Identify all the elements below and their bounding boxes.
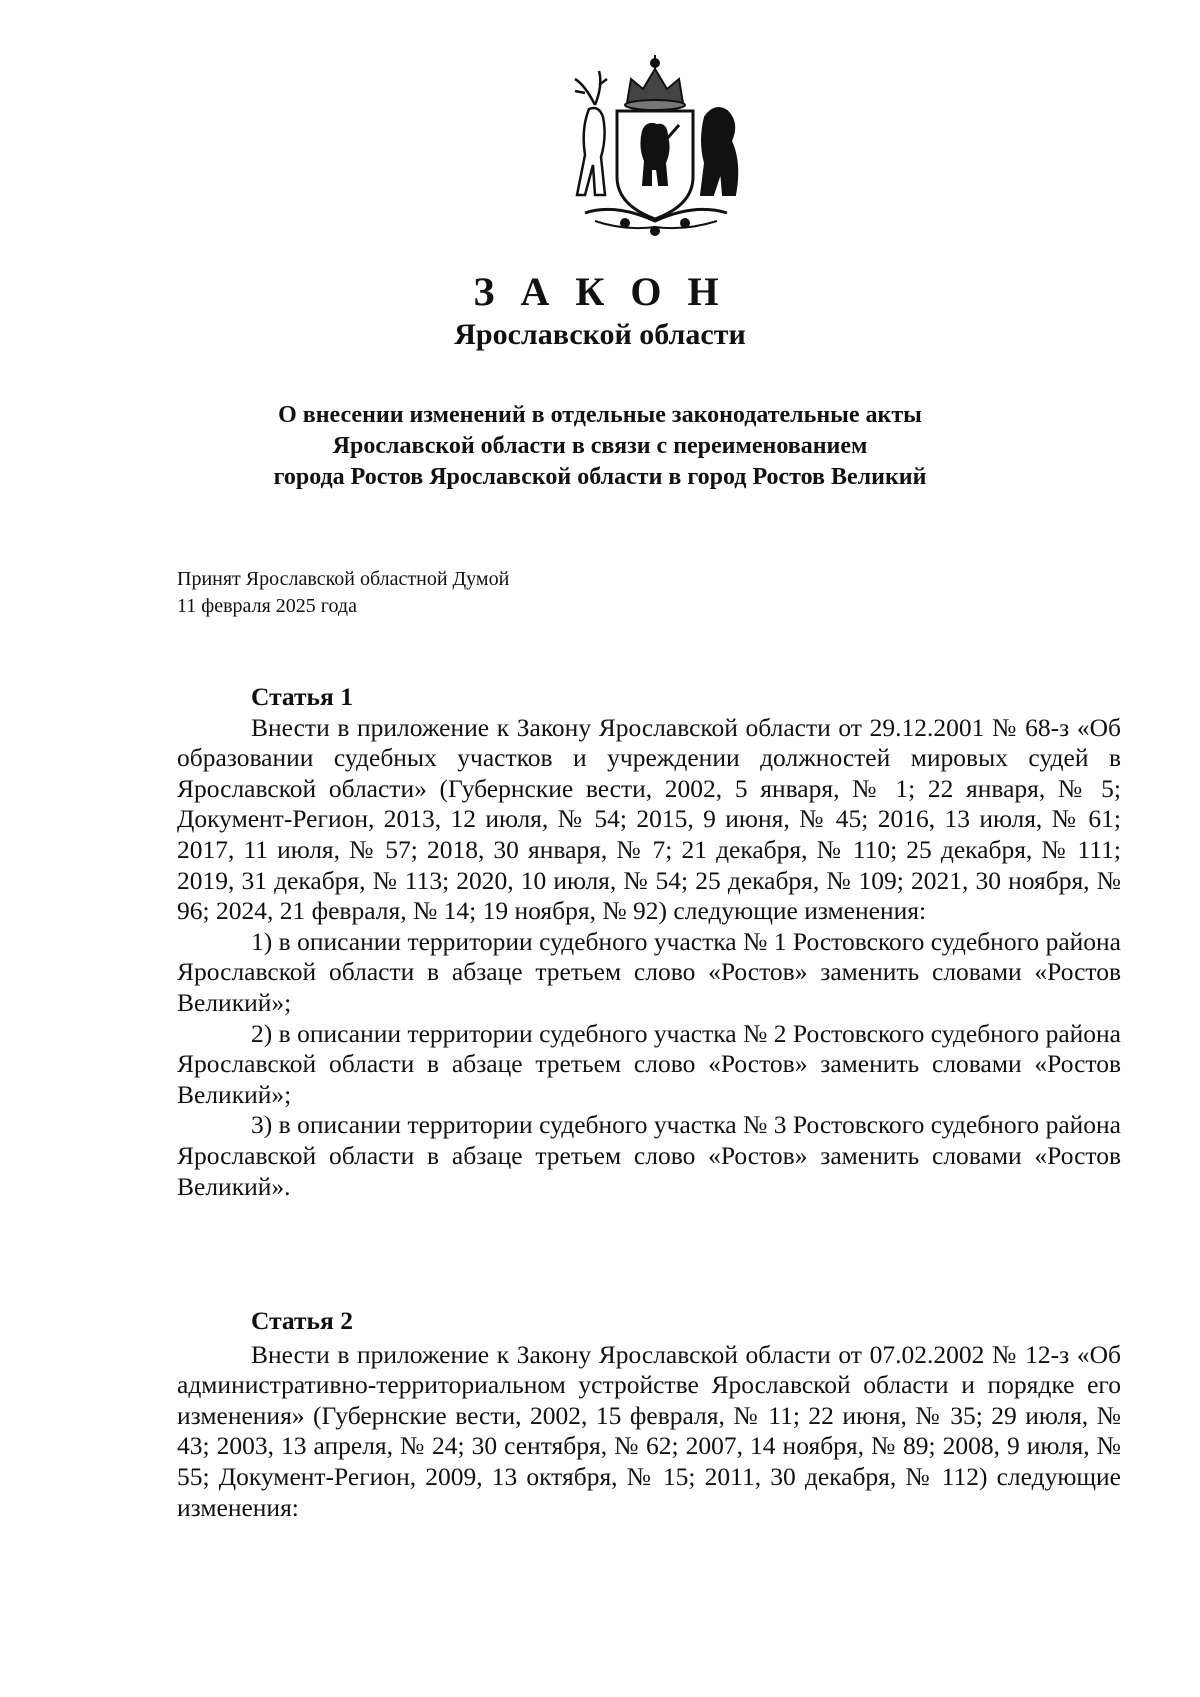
adoption-date: 11 февраля 2025 года xyxy=(177,595,357,617)
adoption-body: Принят Ярославской областной Думой xyxy=(177,568,510,590)
document-title: З А К О Н xyxy=(473,269,727,314)
article-paragraph: 2) в описании территории судебного участка № 2 Ростовского судебного района Ярославской области в абзаце третьем слово «Ростов» заменить словами «Ростов Великий»; xyxy=(177,1018,1121,1109)
adoption-info xyxy=(177,566,509,620)
article-paragraph: Внести в приложение к Закону Ярославской области от 29.12.2001 № 68-з «Об образовании судебных участков и учреждении должностей мировых судей в Ярославской области» (Губернские вести, 2002, 5 января, № 1; 22 января, № 5; Документ-Регион, 2013, 12 июля, № 54; 2015, 9 июня, № 45; 2016, 13 июля, № 61; 2017, 11 июля, № 57; 2018, 30 января, № 7; 21 декабря, № 110; 25 декабря, № 111; 2019, 31 декабря, № 113; 2020, 10 июля, № 54; 25 декабря, № 109; 2021, 30 ноября, № 96; 2024, 21 февраля, № 14; 19 ноября, № 92) следующие изменения: xyxy=(177,712,1121,926)
document-region: Ярославской области xyxy=(454,318,746,351)
law-subject-line: города Ростов Ярославской области в город Ростов Великий xyxy=(273,464,927,490)
coat-of-arms-icon xyxy=(555,45,755,240)
article-paragraph: Внести в приложение к Закону Ярославской области от 07.02.2002 № 12-з «Об административно-территориальном устройстве Ярославской области и порядке его изменения» (Губернские вести, 2002, 15 февраля, № 11; 22 июня, № 35; 29 июля, № 43; 2003, 13 апреля, № 24; 30 сентября, № 62; 2007, 14 ноября, № 89; 2008, 9 июля, № 55; Документ-Регион, 2009, 13 октября, № 15; 2011, 30 декабря, № 112) следующие изменения: xyxy=(177,1339,1121,1522)
law-subject xyxy=(100,400,1100,493)
article-heading: Статья 2 xyxy=(251,1306,353,1335)
article-paragraph: 1) в описании территории судебного участка № 1 Ростовского судебного района Ярославской области в абзаце третьем слово «Ростов» заменить словами «Ростов Великий»; xyxy=(177,926,1121,1017)
law-subject-line: О внесении изменений в отдельные законодательные акты xyxy=(278,402,922,428)
article-2 xyxy=(177,1306,1121,1523)
article-heading: Статья 1 xyxy=(251,682,353,711)
article-1 xyxy=(177,682,1121,1202)
article-paragraph: 3) в описании территории судебного участка № 3 Ростовского судебного района Ярославской области в абзаце третьем слово «Ростов» заменить словами «Ростов Великий». xyxy=(177,1110,1121,1201)
law-subject-line: Ярославской области в связи с переименованием xyxy=(332,433,868,459)
